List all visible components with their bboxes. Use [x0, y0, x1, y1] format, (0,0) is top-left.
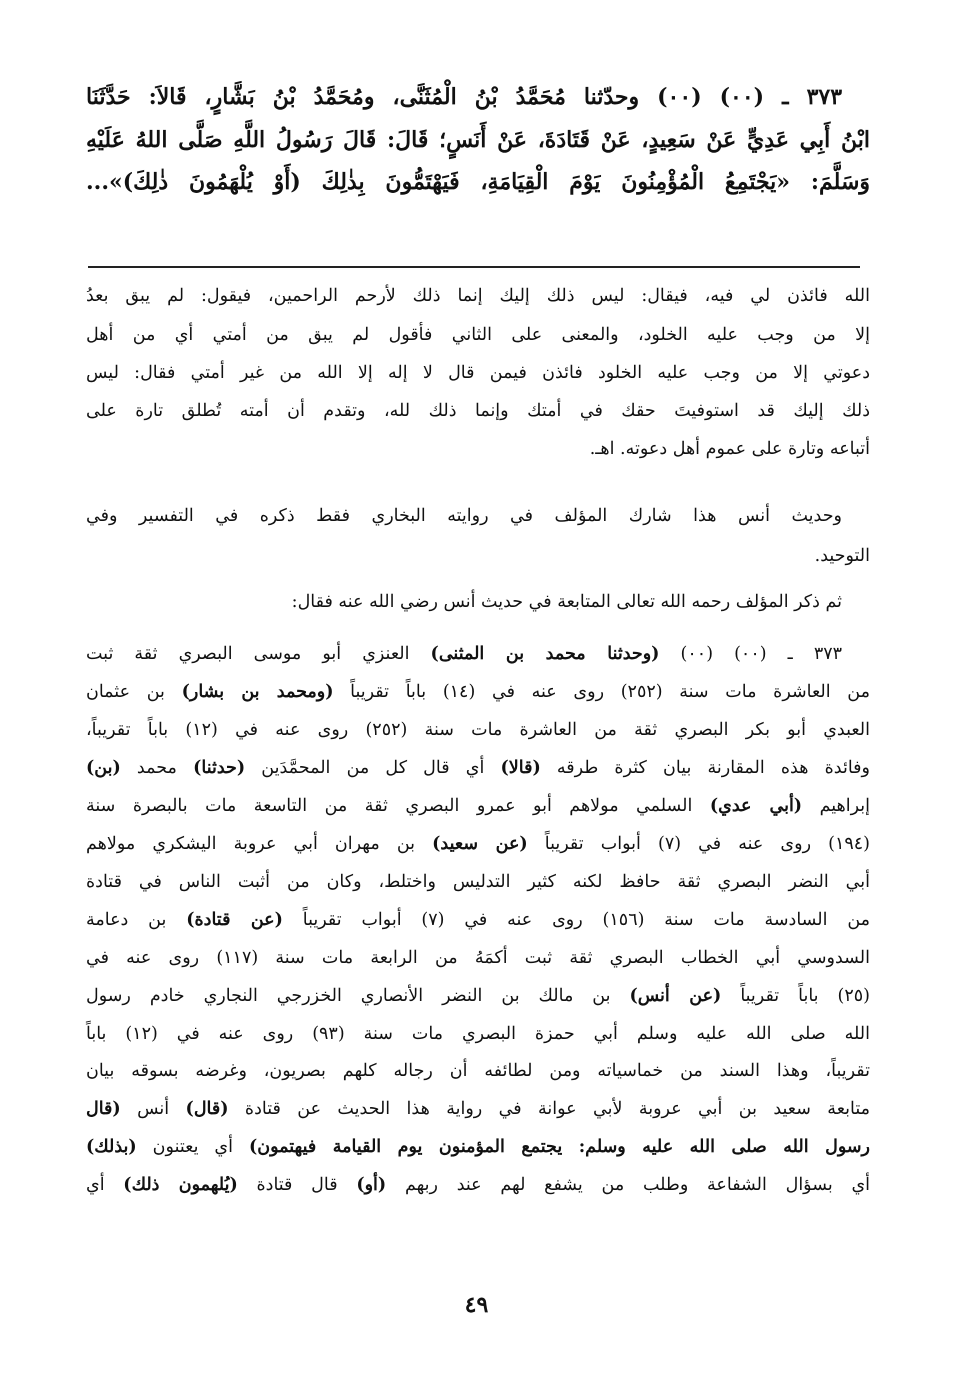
bold-quote-segment: (أبي عدي): [709, 796, 803, 816]
text-line: [86, 720, 870, 740]
text-line: [86, 127, 870, 153]
text-line: [86, 169, 870, 195]
text-segment: السلمي مولاهم أبو عمرو البصري ثقة من التاسعة مات بالبصرة سنة: [86, 796, 710, 816]
footnote-divider: [88, 266, 860, 268]
bold-quote-segment: (ومحمد بن بشار): [181, 682, 334, 702]
text-segment: العبدي أبو بكر البصري ثقة من العاشرة مات سنة (٢٥٢) روى عنه في (١٢) باباً تقريباً،: [86, 720, 870, 740]
text-segment: ابْنُ أَبِي عَدِيٍّ عَنْ سَعِيدٍ، عَنْ قَتَادَةَ، عَنْ أَنَسٍ؛ قَالَ: قَالَ رَسُولُ اللَّهِ صَلَّى اللهُ عَلَيْهِ: [86, 127, 870, 153]
text-line: [86, 1137, 870, 1157]
text-line: [86, 796, 870, 816]
text-segment: ثم ذكر المؤلف رحمه الله تعالى المتابعة في حديث أنس رضي الله عنه فقال:: [291, 592, 842, 612]
text-line: [86, 325, 870, 345]
text-line: [86, 506, 870, 526]
text-segment: (٢٥) باباً تقريباً: [721, 986, 870, 1006]
text-line: [86, 948, 870, 968]
text-line: [86, 834, 870, 854]
text-segment: أي يعتنون: [136, 1137, 249, 1157]
text-segment: ذلك إليك قد استوفيتَ حقك في أمتك وإنما ذلك لله، وتقدم أن أمته تُطلق تارة على: [86, 401, 870, 421]
bold-quote-segment: (وحدثنا محمد بن المثنى): [430, 644, 660, 664]
text-segment: وفائدة هذه المقارنة بيان كثرة طرقه: [540, 758, 871, 778]
text-segment: وحديث أنس هذا شارك المؤلف في روايته البخاري فقط ذكره في التفسير وفي: [86, 506, 842, 526]
bold-quote-segment: (قال: [86, 1099, 121, 1119]
text-line: [86, 758, 870, 778]
bold-quote-segment: (عن أنس): [629, 986, 722, 1006]
text-line: [86, 872, 870, 892]
text-line: [86, 682, 870, 702]
text-segment: دعوتي إلا من وجب عليه الخلود فائذن فيمن قال لا إله إلا الله من غير أمتي فقال: ليس: [86, 363, 870, 383]
text-line: [86, 1061, 870, 1081]
text-segment: العنزي أبو موسى البصري ثقة ثبت: [86, 644, 431, 664]
text-segment: تقريباً، وهذا السند من خماسياته ومن لطائفه أن رجاله كلهم بصريون، وغرضه بسوقه بيان: [86, 1061, 870, 1081]
page-number: ٤٩: [464, 1292, 489, 1318]
text-segment: من العاشرة مات سنة (٢٥٢) روى عنه في (١٤) باباً تقريباً: [333, 682, 870, 702]
bold-quote-segment: (يُلهمون ذلك): [123, 1175, 238, 1195]
text-segment: من السادسة مات سنة (١٥٦) روى عنه في (٧) أبواب تقريباً: [282, 910, 871, 930]
text-line: [86, 401, 870, 421]
bold-quote-segment: (قال): [185, 1099, 229, 1119]
text-segment: ٣٧٣ ـ (٠٠) (٠٠) وحدّثنا مُحَمَّدُ بْنُ الْمُثَنَّى، ومُحَمَّدُ بْنُ بَشَّارٍ، قَالاَ: حَدَّثَنَا: [86, 84, 843, 110]
bold-quote-segment: (أو): [356, 1175, 387, 1195]
text-segment: بن مالك بن النضر الأنصاري الخزرجي النجاري خادم رسول: [86, 986, 630, 1006]
text-line: [86, 910, 870, 930]
text-line: [86, 592, 870, 612]
bold-quote-segment: (بن): [86, 758, 121, 778]
text-segment: بن دعامة: [86, 910, 187, 930]
text-segment: وَسَلَّمَ: «يَجْتَمِعُ الْمُؤْمِنُونَ يَوْمَ الْقِيَامَةِ، فَيَهْتَمُّونَ بِذٰلِكَ (أَوْ يُلْهَمُونَ ذٰلِكَ)»...: [86, 169, 870, 195]
bold-quote-segment: (عن سعيد): [432, 834, 528, 854]
text-line: [86, 1024, 870, 1044]
text-segment: بن مهران أبي عروبة اليشكري مولاهم: [86, 834, 433, 854]
text-line: [86, 363, 870, 383]
text-segment: أي بسؤال الشفاعة وطلب من يشفع لهم عند ربهم: [386, 1175, 870, 1195]
bold-quote-segment: رسول الله صلى الله عليه وسلم: يجتمع المؤمنون يوم القيامة فيهتمون): [248, 1137, 870, 1157]
text-segment: الله صلى الله عليه وسلم أبي حمزة البصري مات سنة (٩٣) روى عنه في (١٢) باباً: [86, 1024, 871, 1044]
text-segment: بن عثمان: [86, 682, 182, 702]
text-line: [86, 439, 870, 459]
text-segment: قال قتادة: [237, 1175, 357, 1195]
text-segment: ٣٧٣ ـ (٠٠) (٠٠): [659, 644, 843, 664]
text-segment: الله فائذن لي فيه، فيقال: ليس ذلك إليك إنما ذلك لأرحم الراحمين، فيقول: لم يبق بعدُ: [86, 286, 870, 306]
text-segment: أنس: [120, 1099, 186, 1119]
bold-quote-segment: (بذلك): [86, 1137, 137, 1157]
text-segment: أبي النضر البصري ثقة حافظ لكنه كثير التدليس واختلط، وكان من أثبت الناس في قتادة: [86, 872, 870, 892]
text-line: [86, 1099, 870, 1119]
text-segment: أي قال كل من المحمَّدَين: [245, 758, 501, 778]
text-line: [86, 986, 870, 1006]
text-segment: محمد: [120, 758, 194, 778]
bold-quote-segment: (قالا): [500, 758, 541, 778]
text-line: [86, 1175, 870, 1195]
text-line: [86, 84, 870, 110]
text-segment: التوحيد.: [814, 546, 870, 566]
text-segment: (١٩٤) روى عنه في (٧) أبواب تقريباً: [527, 834, 870, 854]
text-segment: متابعة سعيد بن أبي عروبة لأبي عوانة في رواية هذا الحديث عن قتادة: [228, 1099, 870, 1119]
text-line: [86, 546, 870, 566]
text-segment: أي: [86, 1175, 124, 1195]
text-segment: السدوسي أبي الخطاب البصري ثقة ثبت أكمَهُ من الرابعة مات سنة (١١٧) روى عنه في: [86, 948, 870, 968]
text-segment: إبراهيم: [802, 796, 870, 816]
text-segment: أتباعه وتارة على عموم أهل دعوته. اهـ.: [589, 439, 870, 459]
text-line: [86, 644, 870, 664]
text-segment: إلا من وجب عليه الخلود، والمعنى على الثاني فأقول لم يبق من أمتي أي من أهل: [86, 325, 870, 345]
bold-quote-segment: (حدثنا): [193, 758, 246, 778]
text-line: [86, 286, 870, 306]
bold-quote-segment: (عن قتادة): [186, 910, 283, 930]
